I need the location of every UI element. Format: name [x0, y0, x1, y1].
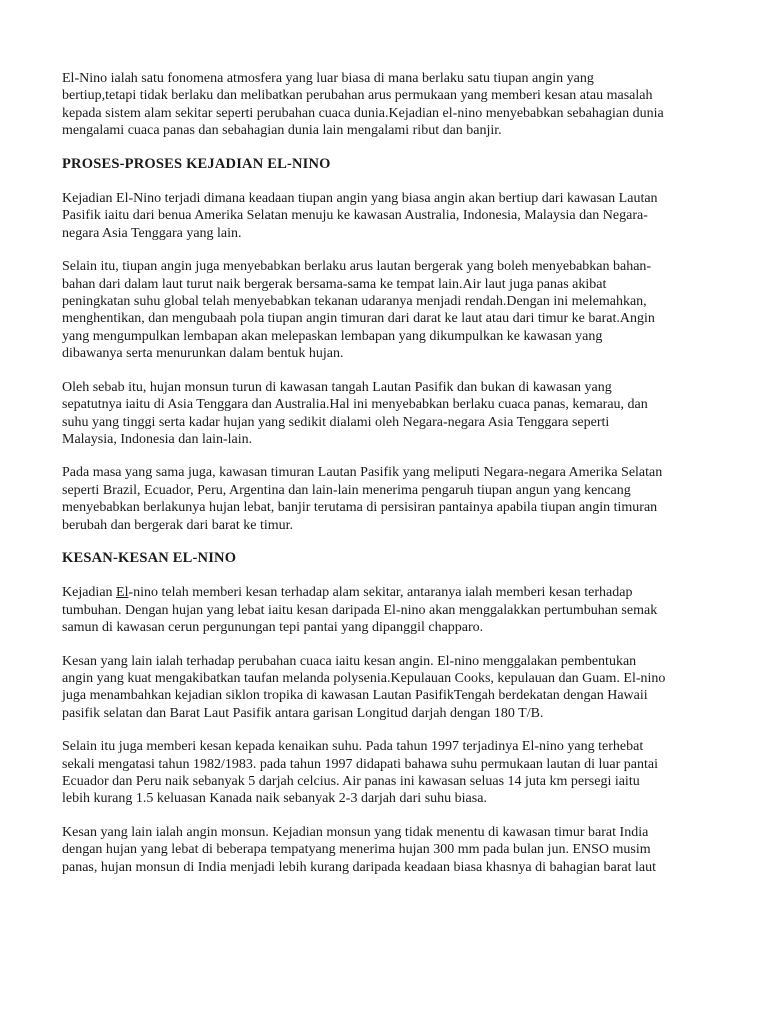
text-line: panas, hujan monsun di India menjadi lebih kurang daripada keadaan biasa khasnya di bahagian barat laut	[62, 859, 657, 875]
text-line: menyebabkan berlakunya hujan lebat, banjir terutama di persisiran pantainya apabila tiupan angin timuran	[62, 500, 658, 516]
section-heading-kesan: KESAN-KESAN EL-NINO	[62, 549, 237, 566]
text-line: samun di kawasan cerun pergunungan tepi pantai yang dipanggil chapparo.	[62, 620, 484, 636]
text-line: bertiup,tetapi tidak berlaku dan melibatkan perubahan arus permukaan yang memberi kesan atau masalah	[62, 88, 653, 104]
text-line: yang mengumpulkan lembapan akan melepaskan lembapan yang dikumpulkan ke kawasan yang	[62, 328, 603, 344]
paragraph	[62, 653, 722, 723]
paragraph	[62, 464, 722, 534]
paragraph	[62, 190, 722, 242]
text-line: juga menambahkan kejadian siklon tropika di kawasan Lautan PasifikTengah berdekatan dengan Hawaii	[62, 688, 648, 704]
text-line: Kesan yang lain ialah angin monsun. Kejadian monsun yang tidak menentu di kawasan timur barat India	[62, 824, 649, 840]
text-line: Selain itu, tiupan angin juga menyebabkan berlaku arus lautan bergerak yang boleh menyebabkan bahan-	[62, 259, 652, 275]
intro-paragraph	[62, 70, 722, 140]
text-line: El-Nino ialah satu fonomena atmosfera yang luar biasa di mana berlaku satu tiupan angin yang	[62, 71, 594, 86]
text-line: Malaysia, Indonesia dan lain-lain.	[62, 431, 253, 447]
text-line: peningkatan suhu global telah menyebabkan tekanan udaranya menjadi rendah.Dengan ini melemahkan,	[62, 294, 647, 310]
text-line: menghentikan, dan mengubaah pola tiupan angin timuran dari darat ke laut atau dari timur ke barat.Angin	[62, 311, 655, 327]
text-line: Kesan yang lain ialah terhadap perubahan cuaca iaitu kesan angin. El-nino menggalakan pembentukan	[62, 653, 637, 669]
text-fragment: -nino telah memberi kesan terhadap alam sekitar, antaranya ialah memberi kesan terhadap	[128, 585, 633, 601]
text-line: dengan hujan yang lebat di beberapa tempatyang menerima hujan 300 mm pada bulan jun. ENSO musim	[62, 842, 651, 858]
paragraph	[62, 738, 722, 808]
text-line: seperti Brazil, Ecuador, Peru, Argentina dan lain-lain menerima pengaruh tiupan angun yang kencang	[62, 482, 631, 498]
paragraph	[62, 584, 722, 636]
text-line	[62, 584, 722, 601]
text-line: Pasifik iaitu dari benua Amerika Selatan menuju ke kawasan Australia, Indonesia, Malaysia dan Negara-	[62, 208, 648, 224]
document-page	[62, 70, 722, 892]
text-line: kepada sistem alam sekitar seperti perubahan cuaca dunia.Kejadian el-nino menyebabkan sebahagian dunia	[62, 105, 664, 121]
text-line: bahan dari dalam laut turut naik bergerak bersama-sama ke tempat lain.Air laut juga panas akibat	[62, 276, 607, 292]
text-fragment: Kejadian	[62, 585, 117, 601]
text-line: Selain itu juga memberi kesan kepada kenaikan suhu. Pada tahun 1997 terjadinya El-nino yang terhebat	[62, 739, 644, 755]
text-line: Oleh sebab itu, hujan monsun turun di kawasan tangah Lautan Pasifik dan bukan di kawasan yang	[62, 379, 612, 395]
paragraph	[62, 824, 722, 876]
text-line: pasifik selatan dan Barat Laut Pasifik antara garisan Longitud darjah dengan 180 T/B.	[62, 705, 544, 721]
text-line: Kejadian El-Nino terjadi dimana keadaan tiupan angin yang biasa angin akan bertiup dari kawasan Lautan	[62, 191, 658, 207]
paragraph	[62, 258, 722, 362]
text-line: sekali mengatasi tahun 1982/1983. pada tahun 1997 didapati bahawa suhu permukaan lautan di luar pantai	[62, 756, 658, 772]
text-line: Pada masa yang sama juga, kawasan timuran Lautan Pasifik yang meliputi Negara-negara Amerika Selatan	[62, 465, 663, 481]
section-heading-proses: PROSES-PROSES KEJADIAN EL-NINO	[62, 155, 331, 172]
text-line: negara Asia Tenggara yang lain.	[62, 225, 242, 241]
text-line: lebih kurang 1.5 keluasan Kanada naik sebanyak 2-3 darjah dari suhu biasa.	[62, 791, 487, 807]
text-line: dibawanya serta menurunkan dalam bentuk hujan.	[62, 346, 344, 362]
text-line: Ecuador dan Peru naik sebanyak 5 darjah celcius. Air panas ini kawasan seluas 14 juta km persegi iaitu	[62, 774, 640, 789]
text-line: suhu yang tinggi serta kadar hujan yang sedikit dialami oleh Negara-negara Asia Tenggara seperti	[62, 414, 610, 430]
text-line: sepatutnya iaitu di Asia Tenggara dan Australia.Hal ini menyebabkan berlaku cuaca panas, kemarau, dan	[62, 397, 648, 413]
text-line: angin yang kuat mengakibatkan taufan melanda polysenia.Kepulauan Cooks, kepulauan dan Guam. El-nino	[62, 670, 666, 686]
paragraph	[62, 379, 722, 449]
text-line: mengalami cuaca panas dan sebahagian dunia lain mengalami ribut dan banjir.	[62, 123, 502, 139]
text-line: berubah dan bergerak dari barat ke timur.	[62, 517, 294, 533]
underlined-word: El	[116, 585, 129, 601]
text-line: tumbuhan. Dengan hujan yang lebat iaitu kesan daripada El-nino akan menggalakkan pertumbuhan semak	[62, 602, 658, 618]
